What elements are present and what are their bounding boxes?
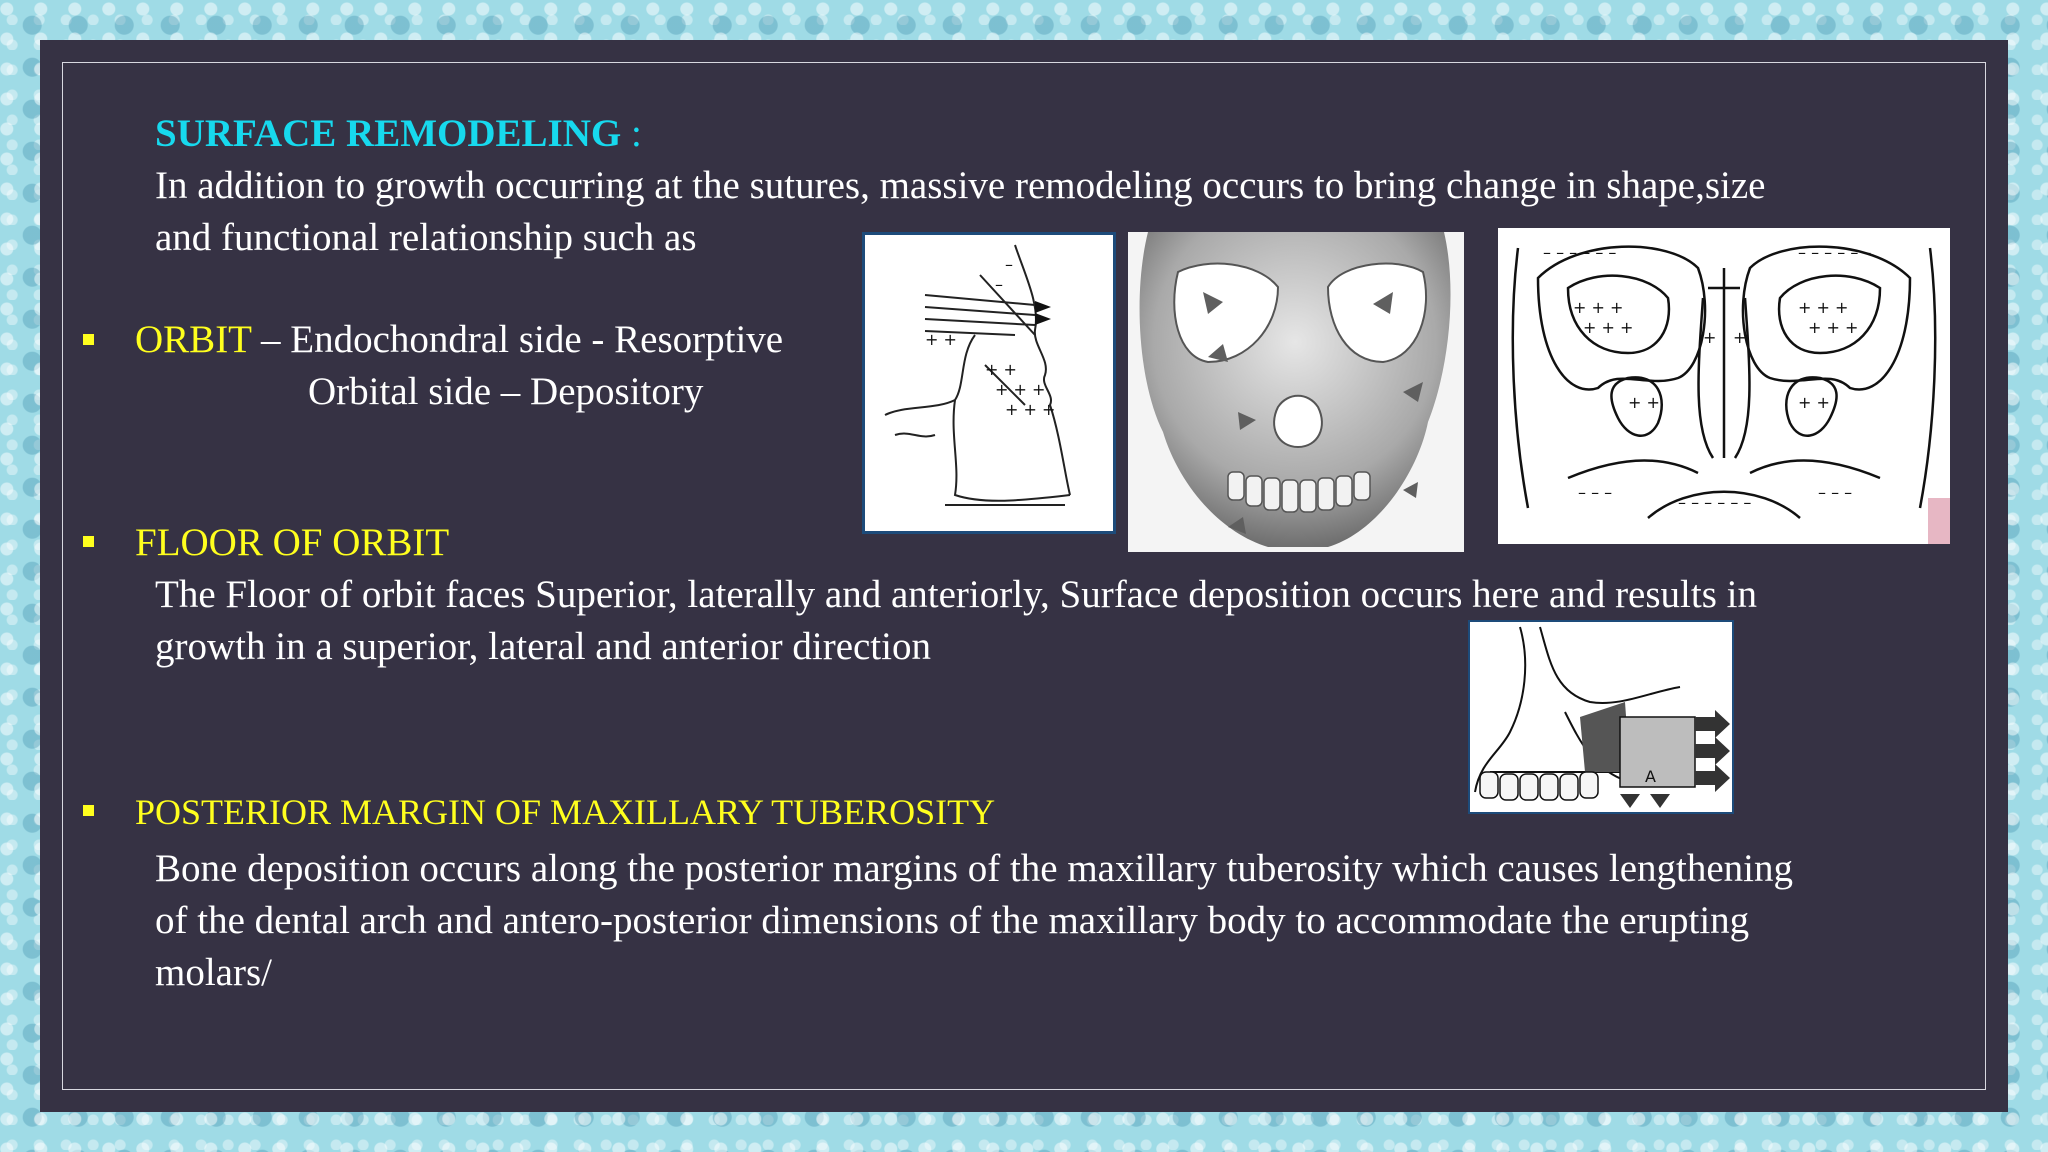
bullet-marker-posterior-margin — [83, 805, 94, 816]
skull-3d-render-drawing — [1128, 232, 1464, 552]
svg-text:A: A — [1645, 767, 1656, 786]
svg-text:+: + — [1733, 328, 1747, 347]
frontal-remodeling-diagram-drawing — [1498, 228, 1950, 544]
maxillary-tuberosity-diagram-drawing — [1470, 622, 1732, 812]
svg-text:– – –: – – – — [1818, 483, 1853, 502]
title-text: SURFACE REMODELING — [155, 112, 622, 155]
svg-text:– – – – – –: – – – – – – — [1543, 243, 1617, 262]
svg-text:– – – – – –: – – – – – – — [1798, 243, 1872, 262]
svg-text:–: – — [995, 275, 1003, 294]
svg-text:– – – – – –: – – – – – – — [1678, 493, 1752, 512]
frontal-remodeling-diagram — [1498, 228, 1950, 544]
orbit-endochondral-text: – Endochondral side - Resorptive — [251, 318, 784, 361]
svg-text:+ + +: + + + — [995, 380, 1046, 399]
svg-text:+ + +: + + + — [1808, 318, 1859, 337]
maxillary-tuberosity-diagram — [1468, 620, 1734, 814]
floor-of-orbit-line-1: The Floor of orbit faces Superior, laterally and anteriorly, Surface deposition occurs here and results in — [155, 573, 1757, 616]
svg-text:+ +: + + — [985, 360, 1017, 379]
lateral-skull-sketch-drawing — [865, 235, 1113, 531]
skull-3d-render — [1128, 232, 1464, 552]
bullet-marker-orbit — [83, 334, 94, 345]
lateral-skull-sketch — [862, 232, 1116, 534]
posterior-margin-line-2: of the dental arch and antero-posterior dimensions of the maxillary body to accommodate the erupting — [155, 899, 1750, 942]
intro-line-2: and functional relationship such as — [155, 216, 697, 259]
svg-text:– – –: – – – — [1578, 483, 1613, 502]
svg-text:+ + +: + + + — [1798, 298, 1849, 317]
posterior-margin-line-3: molars/ — [155, 951, 272, 994]
svg-text:+ + +: + + + — [1573, 298, 1624, 317]
posterior-margin-line-1: Bone deposition occurs along the posterior margins of the maxillary tuberosity which causes lengthening — [155, 847, 1793, 890]
bullet-marker-floor-of-orbit — [83, 536, 94, 547]
orbit-heading: ORBIT — [135, 318, 252, 361]
svg-text:+ +: + + — [1798, 393, 1830, 412]
svg-text:+ +: + + — [925, 330, 957, 349]
floor-of-orbit-heading: FLOOR OF ORBIT — [135, 521, 450, 564]
orbit-orbital-text: Orbital side – Depository — [308, 370, 704, 413]
intro-line-1: In addition to growth occurring at the sutures, massive remodeling occurs to bring change in shape,size — [155, 164, 1766, 207]
slide-title — [155, 108, 642, 160]
svg-text:+ + +: + + + — [1005, 400, 1056, 419]
bullet-orbit — [135, 314, 783, 366]
title-colon: : — [621, 112, 642, 155]
posterior-margin-heading: POSTERIOR MARGIN OF MAXILLARY TUBEROSITY — [135, 792, 996, 832]
svg-text:+ + +: + + + — [1583, 318, 1634, 337]
svg-text:+ +: + + — [1628, 393, 1660, 412]
svg-text:+: + — [1703, 328, 1717, 347]
slide — [40, 40, 2008, 1112]
floor-of-orbit-line-2: growth in a superior, lateral and anterior direction — [155, 625, 931, 668]
svg-text:–: – — [1005, 255, 1013, 274]
